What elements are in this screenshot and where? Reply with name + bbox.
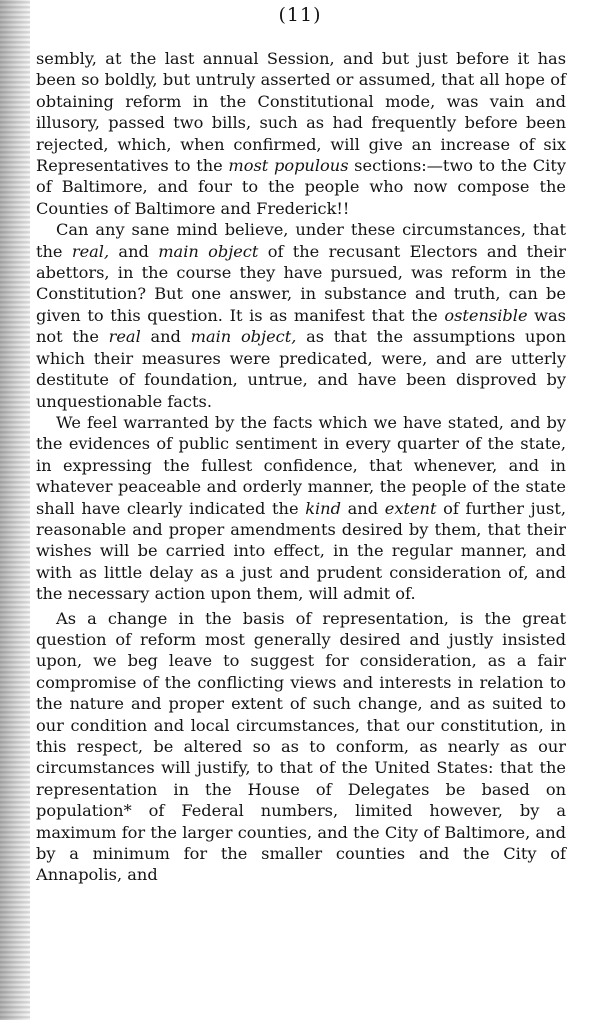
text-run: Can any sane mind believe, under these circumstances, that the — [36, 220, 566, 261]
italic-text: kind — [305, 498, 341, 518]
page-binding-edge — [0, 0, 30, 1020]
paragraph-2 — [36, 219, 566, 412]
paragraph-3 — [36, 412, 566, 605]
italic-text: ostensible — [444, 305, 528, 325]
text-run: We feel warranted by the facts which we have stated, and by the evidences of public sentiment in every quarter of the state, in expressing the fullest confidence, that whenever, and in whatever peaceable and orderly manner, the people of the state shall have clearly indicated the — [36, 412, 566, 518]
text-run: and — [140, 327, 191, 347]
text-column — [36, 48, 566, 886]
italic-text: extent — [384, 498, 437, 518]
text-run: sembly, at the last annual Session, and but just before it has been so boldly, but untruly asserted or assumed, that all hope of obtaining reform in the Constitutional mode, was vain and illusory, passed two bills, such as had frequently before been rejected, which, when confirmed, will give an increase of six Representatives to the — [36, 49, 566, 176]
italic-text: most populous — [228, 156, 349, 176]
italic-text: real, — [71, 241, 110, 261]
text-run: As a change in the basis of representation, is the great question of reform most generally desired and justly insisted upon, we beg leave to suggest for consideration, as a fair compromise of the conflicting views and interests in relation to the nature and proper extent of such change, and as suited to our condition and local circumstances, that our constitution, in this respect, be altered so as to conform, as nearly as our circumstances will justify, to that of the United States: that the representation in the House of Delegates be based on population* of Federal numbers, limited however, by a maximum for the larger counties, and the City of Baltimore, and by a minimum for the smaller counties and the City of Annapolis, and — [36, 608, 566, 885]
text-run: and — [109, 241, 159, 261]
text-run: as that the assumptions upon which their measures were predicated, were, and are utterly destitute of foundation, untrue, and have been disproved by unquestionable facts. — [36, 327, 566, 411]
text-run: and — [340, 498, 385, 518]
italic-text: main object — [158, 241, 259, 261]
text-run: of further just, reasonable and proper amendments desired by them, that their wishes will be carried into effect, in the regular manner, and with as little delay as a just and prudent consideration of, and the necessary action upon them, will admit of. — [36, 498, 566, 604]
italic-text: real — [108, 327, 141, 347]
text-run: was not the — [36, 305, 566, 347]
text-run: sections:—two to the City of Baltimore, and four to the people who now compose the Counties of Baltimore and Frederick!! — [36, 156, 567, 218]
paragraph-1 — [36, 48, 566, 219]
text-run: of the recusant Electors and their abettors, in the course they have pursued, was reform in the Constitution? But one answer, in substance and truth, can be given to this question. It is as manifest that the — [36, 241, 567, 325]
italic-text: main object, — [190, 327, 297, 347]
page-number: (11) — [278, 4, 322, 26]
paragraph-4 — [36, 608, 566, 886]
